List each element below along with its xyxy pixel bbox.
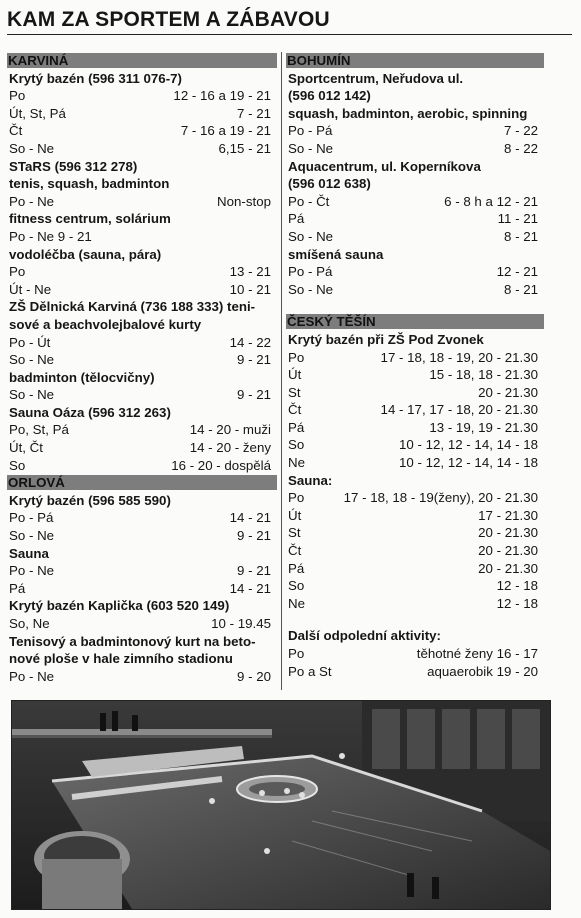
schedule-row [7,105,277,123]
heading-text: KARVINÁ [8,53,69,68]
venue-heading [286,70,544,88]
schedule-row [286,228,544,246]
opening-hours: 9 - 21 [236,387,271,403]
day-label: Pá [288,560,305,576]
heading-text: smíšená sauna [288,246,384,262]
heading-text: ČESKÝ TĚŠÍN [287,314,376,330]
venue-heading [7,175,277,193]
day-label: So - Ne [9,528,55,544]
heading-text: nové ploše v hale zimního stadionu [9,651,233,667]
heading-text: Sauna Oáza (596 312 263) [9,404,171,420]
day-label: So - Ne [9,140,55,156]
day-label: Po - Ne [9,563,55,579]
day-label: Út [288,507,302,523]
schedule-row [7,193,277,211]
schedule-row [286,210,544,228]
venue-heading [7,158,277,176]
section-heading [7,53,277,68]
day-label: Pá [288,211,305,227]
heading-text: BOHUMÍN [287,53,351,68]
schedule-row [7,457,277,475]
heading-text: badminton (tělocvičny) [9,369,155,385]
opening-hours: 8 - 22 [503,140,538,156]
opening-hours: 10 - 19.45 [211,616,271,631]
opening-hours: 17 - 18, 18 - 19(ženy), 20 - 21.30 [343,490,538,506]
opening-hours: 14 - 20 - muži [189,422,271,438]
schedule-row [7,668,277,686]
heading-text: Sauna [9,545,49,561]
venue-heading [286,246,544,264]
section-heading [286,314,544,329]
opening-hours: 9 - 20 [236,668,271,684]
schedule-row [286,542,544,560]
opening-hours: 12 - 18 [496,578,538,594]
schedule-row [286,366,544,384]
section-heading [286,53,544,68]
heading-text: Krytý bazén Kaplička (603 520 149) [9,598,230,614]
heading-text: Krytý bazén (596 585 590) [9,492,171,508]
opening-hours: 12 - 21 [496,264,538,280]
schedule-row [7,615,277,633]
day-label: Po [288,349,305,365]
venue-heading [286,331,544,349]
schedule-row [286,140,544,158]
venue-heading [7,633,277,651]
schedule-row [286,454,544,472]
schedule-row [7,386,277,404]
opening-hours: 14 - 22 [229,334,271,350]
opening-hours: 8 - 21 [503,281,538,297]
day-label: St [288,384,301,400]
right-column [286,52,544,680]
schedule-row [286,663,544,681]
opening-hours: těhotné ženy 16 - 17 [416,646,538,661]
opening-hours: 11 - 21 [497,211,538,227]
day-label: So, Ne [9,616,50,631]
schedule-row [286,524,544,542]
day-label: Čt [288,543,302,559]
opening-hours: 20 - 21.30 [478,525,538,541]
day-label: So - Ne [288,228,334,244]
day-label: Po - Pá [288,264,333,280]
day-label: Po [288,646,305,661]
opening-hours: 15 - 18, 18 - 21.30 [429,367,538,383]
schedule-row [286,384,544,402]
opening-hours: 8 - 21 [503,228,538,244]
opening-hours: 14 - 17, 17 - 18, 20 - 21.30 [380,402,538,418]
opening-hours: 7 - 16 a 19 - 21 [180,123,271,139]
swimming-pool-photo [11,700,551,910]
day-label: So [9,457,26,473]
venue-heading [7,597,277,615]
opening-hours: 10 - 12, 12 - 14, 14 - 18 [399,455,538,471]
opening-hours: 13 - 19, 19 - 21.30 [429,419,538,435]
opening-hours: 16 - 20 - dospělá [171,457,271,473]
schedule-row [286,595,544,613]
schedule-row [286,263,544,281]
day-label: Ne [288,595,305,611]
day-label: So - Ne [288,281,334,297]
venue-heading [7,70,277,88]
venue-heading [7,210,277,228]
schedule-row [286,193,544,211]
venue-heading [286,627,544,645]
day-label: Út [288,367,302,383]
heading-text: (596 012 142) [288,88,371,104]
schedule-row [286,645,544,663]
schedule-row [286,419,544,437]
schedule-row [7,580,277,598]
day-label: Út, Čt [9,440,43,456]
opening-hours: 14 - 21 [229,510,271,526]
heading-text: ZŠ Dělnická Karviná (736 188 333) teni- [9,299,256,315]
opening-hours: Non-stop [217,193,271,209]
opening-hours: 9 - 21 [236,352,271,368]
heading-text: tenis, squash, badminton [9,176,170,192]
pool-photo-illustration [12,701,550,909]
schedule-row [7,509,277,527]
schedule-row [7,562,277,580]
heading-text: (596 012 638) [288,176,371,192]
heading-text: ORLOVÁ [8,475,65,491]
heading-text: squash, badminton, aerobic, spinning [288,105,528,121]
venue-heading [7,404,277,422]
venue-heading [286,87,544,105]
schedule-row [7,421,277,439]
day-label: So - Ne [9,352,55,368]
day-label: Ne [288,455,305,471]
opening-hours: 12 - 18 [496,595,538,611]
day-label: Po - Čt [288,193,330,209]
day-label: Po - Pá [9,510,54,526]
day-label: Po - Ne [9,668,55,684]
heading-text: Aquacentrum, ul. Koperníkova [288,158,481,174]
opening-hours: 9 - 21 [236,563,271,579]
day-label: Po a St [288,663,332,679]
opening-hours: 20 - 21.30 [478,560,538,576]
schedule-row [7,140,277,158]
heading-text: STaRS (596 312 278) [9,158,138,174]
schedule-row [7,439,277,457]
day-label: So - Ne [9,387,55,403]
schedule-row [7,281,277,299]
schedule-row [286,436,544,454]
opening-hours: 10 - 12, 12 - 14, 14 - 18 [399,437,538,453]
day-label: Pá [9,580,26,596]
schedule-row [7,122,277,140]
day-label: St [288,525,301,541]
heading-text: Krytý bazén (596 311 076-7) [9,70,182,86]
venue-heading [7,316,277,334]
venue-heading [7,492,277,510]
opening-hours: 6,15 - 21 [218,140,271,156]
opening-hours: 9 - 21 [236,528,271,544]
schedule-row [286,577,544,595]
venue-heading [7,650,277,668]
spacer [286,612,544,627]
opening-hours: 17 - 18, 18 - 19, 20 - 21.30 [380,349,538,365]
venue-heading [286,472,544,490]
schedule-row [286,401,544,419]
heading-text: vodoléčba (sauna, pára) [9,246,162,262]
schedule-row [7,263,277,281]
opening-hours: 10 - 21 [229,281,271,297]
opening-hours: 13 - 21 [229,264,271,280]
schedule-row [286,489,544,507]
day-label: Po [9,264,26,280]
day-label: So [288,437,305,453]
left-column [7,52,277,685]
day-label: Po - Ne 9 - 21 [9,228,92,244]
heading-text: fitness centrum, solárium [9,211,171,227]
heading-text: Tenisový a badmintonový kurt na beto- [9,633,256,649]
heading-text: sové a beachvolejbalové kurty [9,316,202,332]
day-label: Po [9,88,26,104]
venue-heading [7,545,277,563]
venue-heading [7,369,277,387]
opening-hours: 14 - 21 [229,580,271,596]
opening-hours: 20 - 21.30 [478,384,538,400]
schedule-row [286,122,544,140]
day-label: Út - Ne [9,281,52,297]
section-heading [7,475,277,490]
venue-heading [7,298,277,316]
day-label: Pá [288,419,305,435]
spacer [286,298,544,313]
schedule-row [7,228,277,246]
schedule-row [7,351,277,369]
day-label: Po - Ne [9,193,55,209]
heading-text: Sauna: [288,472,333,488]
day-label: Út, St, Pá [9,105,66,121]
day-label: Po [288,490,305,506]
opening-hours: 7 - 21 [236,105,271,121]
opening-hours: 17 - 21.30 [478,507,538,523]
venue-heading [7,246,277,264]
day-label: Po - Pá [288,123,333,139]
day-label: Po - Út [9,334,51,350]
day-label: Po, St, Pá [9,422,69,438]
venue-heading [286,175,544,193]
schedule-row [7,527,277,545]
schedule-row [286,349,544,367]
day-label: Čt [288,402,302,418]
schedule-row [286,281,544,299]
opening-hours: 14 - 20 - ženy [189,440,271,456]
heading-text: Krytý bazén při ZŠ Pod Zvonek [288,331,484,347]
schedule-row [7,87,277,105]
day-label: So - Ne [288,140,334,156]
schedule-row [7,334,277,352]
opening-hours: 6 - 8 h a 12 - 21 [444,193,538,209]
venue-heading [286,105,544,123]
day-label: Čt [9,123,23,139]
venue-heading [286,158,544,176]
page-title: KAM ZA SPORTEM A ZÁBAVOU [7,6,572,35]
opening-hours: 20 - 21.30 [478,543,538,559]
schedule-row [286,560,544,578]
opening-hours: 7 - 22 [503,123,538,139]
day-label: So [288,578,305,594]
heading-text: Sportcentrum, Neřudova ul. [288,70,464,86]
opening-hours: 12 - 16 a 19 - 21 [173,88,271,104]
schedule-row [286,507,544,525]
column-divider [281,52,282,690]
heading-text: Další odpolední aktivity: [288,628,441,644]
opening-hours: aquaerobik 19 - 20 [427,663,538,679]
